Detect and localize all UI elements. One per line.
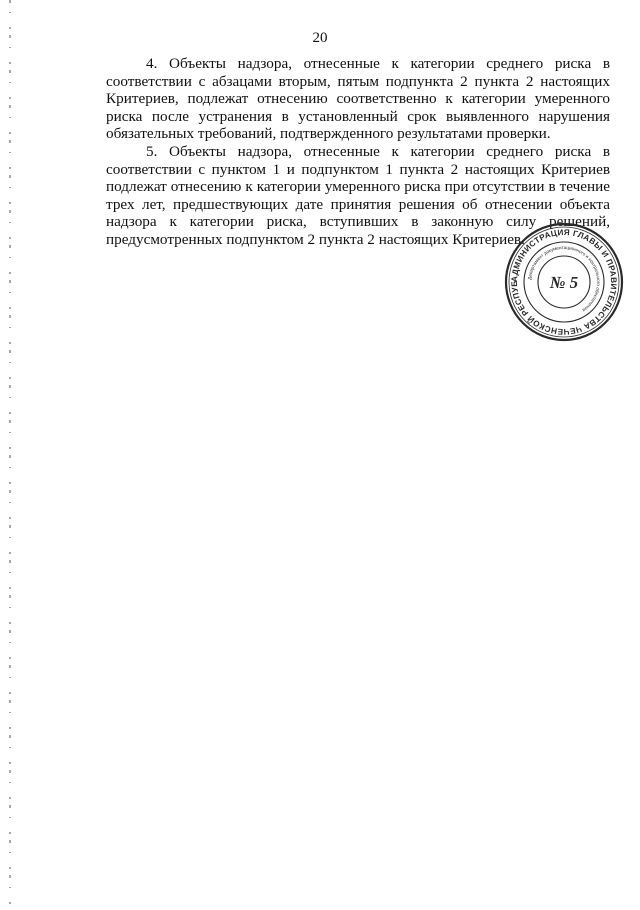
seal-graphic [503,221,625,343]
scan-edge-marks [8,0,12,905]
document-body [106,55,610,249]
seal-outer-text: АДМИНИСТРАЦИЯ ГЛАВЫ И ПРАВИТЕЛЬСТВА ЧЕЧЕНСКОЙ РЕСПУБ [509,227,619,337]
page-number: 20 [312,30,328,46]
paragraph-5: 5. Объекты надзора, отнесенные к категории среднего риска в соответствии с пунктом 1 и подпунктом 1 пункта 2 настоящих Критериев подлежат отнесению к категории умеренного риска при отсутствии в течение трех лет, предшествующих дате принятия решения об отнесении объекта надзора к категории риска, вступивших в законную силу решений, предусмотренных подпунктом 2 пункта 2 настоящих Критериев. [106,142,610,248]
seal-inner-text: Департамент документационного и контрольного обеспечения [527,244,602,313]
seal-number: № 5 [549,273,579,292]
official-seal-stamp [503,221,625,343]
paragraph-4: 4. Объекты надзора, отнесенные к категории среднего риска в соответствии с абзацами вторым, пятым подпункта 2 пункта 2 настоящих Критериев, подлежат отнесению соответственно к категории умеренного риска после устранения в установленный срок выявленного нарушения обязательных требований, подтвержденного результатами проверки. [106,55,610,143]
